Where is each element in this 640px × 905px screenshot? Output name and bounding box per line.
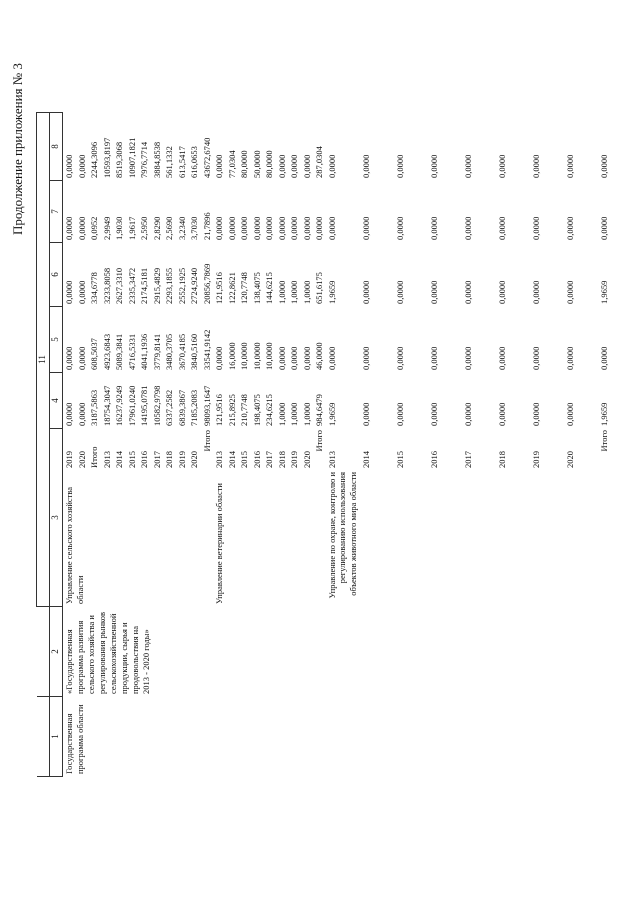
value-cell: 0,0000 [64, 280, 74, 304]
year-cell: 2015 [394, 451, 405, 468]
value-cell: 0,0000 [428, 154, 439, 178]
year-cell: 2013 [214, 451, 224, 468]
value-cell: 0,0000 [314, 216, 324, 240]
year-cell: 2014 [114, 451, 124, 468]
value-cell: 2,5950 [139, 216, 149, 240]
value-cell: 0,0000 [598, 216, 609, 240]
value-cell: 287,0304 [314, 146, 324, 178]
value-cell: 0,0000 [276, 154, 287, 178]
value-cell: 0,0000 [462, 154, 473, 178]
year-cell: 2013 [101, 451, 112, 468]
value-cell: 0,0000 [360, 346, 371, 370]
value-cell: 0,0000 [428, 280, 439, 304]
value-cell: 0,0000 [326, 216, 337, 240]
value-cell: 0,0000 [276, 346, 287, 370]
value-cell: 121,9516 [214, 394, 224, 426]
year-cell: 2018 [276, 451, 287, 468]
table-row [263, 112, 276, 776]
value-cell: 0,0000 [530, 346, 541, 370]
value-cell: 0,0000 [530, 154, 541, 178]
value-cell: 1,0000 [276, 280, 287, 304]
value-cell: 1,0000 [289, 402, 299, 426]
value-cell: 0,0000 [289, 346, 299, 370]
year-cell: 2017 [264, 451, 274, 468]
value-cell: 20856,7869 [201, 263, 212, 304]
value-cell: 0,0000 [564, 402, 575, 426]
value-cell: 10582,9798 [151, 385, 162, 426]
table-row [360, 112, 394, 776]
value-cell: 0,0000 [564, 280, 575, 304]
value-cell: 3884,8538 [151, 141, 162, 178]
year-cell: 2017 [151, 451, 162, 468]
header-col-8: 8 [50, 113, 63, 181]
header-table [36, 112, 63, 777]
year-cell: 2014 [226, 451, 237, 468]
value-cell: 5089,3841 [114, 333, 124, 370]
year-cell: 2019 [64, 451, 74, 468]
year-cell: 2019 [530, 451, 541, 468]
value-cell: 0,0000 [496, 346, 507, 370]
value-cell: 0,0000 [564, 216, 575, 240]
value-cell: 0,0000 [276, 216, 287, 240]
header-blank-2 [37, 607, 50, 697]
value-cell: 0,0000 [428, 216, 439, 240]
value-cell: 984,6479 [314, 394, 324, 426]
value-cell: 16237,9249 [114, 385, 124, 426]
value-cell: 234,6215 [264, 394, 274, 426]
value-cell: 3,7030 [189, 216, 199, 240]
value-cell: 0,0000 [251, 216, 262, 240]
value-cell: 1,9659 [326, 280, 337, 304]
value-cell: 0,0000 [496, 402, 507, 426]
header-col-5: 5 [50, 307, 63, 373]
value-cell: 0,0000 [428, 346, 439, 370]
value-cell: 1,0000 [301, 280, 312, 304]
appendix-caption: Продолжение приложения № 3 [10, 63, 25, 235]
value-cell: 8519,3068 [114, 141, 124, 178]
value-cell: 0,0000 [264, 216, 274, 240]
value-cell: 613,5417 [176, 146, 187, 178]
value-cell: 6839,3867 [176, 389, 187, 426]
year-cell: 2015 [126, 451, 137, 468]
value-cell: 0,0000 [76, 216, 87, 240]
value-cell: 10907,1821 [126, 137, 137, 178]
header-col-6: 6 [50, 243, 63, 307]
table-row [530, 112, 564, 776]
value-cell: 0,0000 [214, 154, 224, 178]
value-cell: 10,0000 [251, 342, 262, 370]
value-cell: 16,0000 [226, 342, 237, 370]
year-cell: 2014 [360, 451, 371, 468]
table-row [251, 112, 264, 776]
header-page-number: 11 [37, 113, 50, 607]
value-cell: 0,0000 [564, 154, 575, 178]
table-row [238, 112, 251, 776]
value-cell: 2,5690 [164, 216, 174, 240]
year-cell: Итого [89, 446, 99, 468]
executor-cell: Управление ветеринарии области [214, 483, 224, 604]
year-cell: 2016 [139, 451, 149, 468]
executor-cell: Управление по охране, контролю и регулированию использования объектов животного мира области [326, 472, 358, 599]
value-cell: 33541,9142 [201, 329, 212, 370]
header-col-7: 7 [50, 181, 63, 243]
value-cell: 0,0000 [360, 280, 371, 304]
value-cell: 144,6215 [264, 272, 274, 304]
value-cell: 0,0000 [64, 216, 74, 240]
value-cell: 0,0000 [326, 154, 337, 178]
value-cell: 10,0000 [239, 342, 249, 370]
value-cell: 14195,0781 [139, 385, 149, 426]
value-cell: 43672,6740 [201, 137, 212, 178]
value-cell: 0,0000 [64, 402, 74, 426]
value-cell: 120,7748 [239, 272, 249, 304]
header-col-2: 2 [50, 607, 63, 697]
value-cell: 0,0000 [301, 346, 312, 370]
value-cell: 2,9949 [101, 216, 112, 240]
value-cell: 651,6175 [314, 272, 324, 304]
value-cell: 0,0000 [462, 402, 473, 426]
value-cell: 50,0000 [251, 150, 262, 178]
value-cell: 1,0000 [301, 402, 312, 426]
value-cell: 1,9617 [126, 216, 137, 240]
value-cell: 0,0952 [89, 216, 99, 240]
value-cell: 0,0000 [428, 402, 439, 426]
table-row [598, 112, 632, 776]
value-cell: 0,0000 [394, 216, 405, 240]
value-cell: 4716,5331 [126, 333, 137, 370]
value-cell: 1,0000 [276, 402, 287, 426]
value-cell: 2724,9240 [189, 267, 199, 304]
value-cell: 122,8621 [226, 272, 237, 304]
year-cell: 2013 [326, 451, 337, 468]
value-cell: 0,0000 [360, 402, 371, 426]
value-cell: 0,0000 [360, 154, 371, 178]
value-cell: 80,0000 [239, 150, 249, 178]
spacer-cell [213, 606, 226, 696]
value-cell: 0,0000 [462, 346, 473, 370]
value-cell: 2335,3472 [126, 267, 137, 304]
value-cell: 0,0000 [301, 154, 312, 178]
year-cell: 2020 [189, 451, 199, 468]
value-cell: 0,0000 [462, 280, 473, 304]
value-cell: 0,0000 [564, 346, 575, 370]
table-row [428, 112, 462, 776]
value-cell: 0,0000 [214, 216, 224, 240]
value-cell: 2174,5181 [139, 267, 149, 304]
table-row [288, 112, 301, 776]
year-cell: 2020 [301, 451, 312, 468]
year-cell: 2018 [496, 451, 507, 468]
value-cell: 0,0000 [76, 402, 87, 426]
value-cell: 7185,2083 [189, 389, 199, 426]
value-cell: 0,0000 [530, 402, 541, 426]
header-col-1: 1 [50, 697, 63, 777]
program-type-cell: Государственная программа области [64, 704, 85, 774]
value-cell: 0,0000 [394, 280, 405, 304]
value-cell: 0,0000 [394, 346, 405, 370]
value-cell: 0,0000 [64, 154, 74, 178]
table-row [301, 112, 314, 776]
table-row [213, 112, 226, 776]
value-cell: 121,9516 [214, 272, 224, 304]
year-cell: 2015 [239, 451, 249, 468]
value-cell: 0,0000 [462, 216, 473, 240]
value-cell: 2293,1855 [164, 267, 174, 304]
value-cell: 0,0000 [239, 216, 249, 240]
data-table [63, 112, 632, 776]
value-cell: 0,0000 [76, 346, 87, 370]
value-cell: 1,0000 [289, 280, 299, 304]
value-cell: 3779,8141 [151, 333, 162, 370]
year-cell: 2020 [76, 451, 87, 468]
table-row [226, 112, 239, 776]
value-cell: 80,0000 [264, 150, 274, 178]
value-cell: 2,8290 [151, 216, 162, 240]
value-cell: 2627,3310 [114, 267, 124, 304]
total-label-cell: Итого [598, 430, 609, 452]
value-cell: 0,0000 [289, 216, 299, 240]
value-cell: 6337,2582 [164, 389, 174, 426]
value-cell: 0,0000 [496, 216, 507, 240]
value-cell: 0,0000 [76, 280, 87, 304]
value-cell: 1,9030 [114, 216, 124, 240]
table-row [313, 112, 326, 776]
value-cell: 0,0000 [289, 154, 299, 178]
program-name-cell: «Государственная программа развития сельского хозяйства и регулирования рынков сельскохозяйственной продукции, сырья и продовольствия на 2013 - 2020 годы» [64, 612, 151, 694]
value-cell: 0,0000 [326, 346, 337, 370]
executor-cell: Управление сельского хозяйства области [64, 486, 85, 604]
value-cell: 98093,1647 [201, 385, 212, 426]
value-cell: 2552,1925 [176, 267, 187, 304]
year-cell: 2020 [564, 451, 575, 468]
year-cell: 2016 [251, 451, 262, 468]
value-cell: 0,0000 [496, 280, 507, 304]
value-cell: 10,0000 [264, 342, 274, 370]
total-label-cell: Итого [314, 430, 324, 452]
year-cell: 2019 [289, 451, 299, 468]
value-cell: 2915,4829 [151, 267, 162, 304]
value-cell: 0,0000 [530, 216, 541, 240]
value-cell: 0,0000 [301, 216, 312, 240]
value-cell: 3480,3705 [164, 333, 174, 370]
value-cell: 17961,0240 [126, 385, 137, 426]
year-cell: 2019 [176, 451, 187, 468]
value-cell: 3840,5160 [189, 333, 199, 370]
value-cell: 3233,8058 [101, 267, 112, 304]
value-cell: 0,0000 [64, 346, 74, 370]
value-cell: 138,4075 [251, 272, 262, 304]
value-cell: 7976,7714 [139, 141, 149, 178]
year-cell: 2017 [462, 451, 473, 468]
value-cell: 0,0000 [76, 154, 87, 178]
value-cell: 2244,3096 [89, 141, 99, 178]
table-row [276, 112, 289, 776]
value-cell: 334,6778 [89, 272, 99, 304]
value-cell: 21,7896 [201, 212, 212, 240]
value-cell: 0,0000 [530, 280, 541, 304]
year-cell: 2016 [428, 451, 439, 468]
value-cell: 1,9659 [598, 402, 609, 426]
value-cell: 46,0000 [314, 342, 324, 370]
value-cell: 1,9659 [598, 280, 609, 304]
value-cell: 561,1332 [164, 146, 174, 178]
value-cell: 0,0000 [394, 154, 405, 178]
value-cell: 77,0304 [226, 150, 237, 178]
value-cell: 0,0000 [598, 154, 609, 178]
table-row [63, 112, 76, 776]
year-cell: 2018 [164, 451, 174, 468]
value-cell: 0,0000 [226, 216, 237, 240]
value-cell: 3187,5863 [89, 389, 99, 426]
value-cell: 198,4075 [251, 394, 262, 426]
value-cell: 608,5037 [89, 338, 99, 370]
table-row [462, 112, 496, 776]
value-cell: 1,9659 [326, 402, 337, 426]
value-cell: 3,2340 [176, 216, 187, 240]
total-label-cell: Итого [201, 430, 212, 452]
header-col-4: 4 [50, 373, 63, 429]
value-cell: 0,0000 [496, 154, 507, 178]
value-cell: 215,8925 [226, 394, 237, 426]
value-cell: 4923,6843 [101, 333, 112, 370]
table-row [326, 112, 360, 776]
table-row [394, 112, 428, 776]
value-cell: 210,7748 [239, 394, 249, 426]
spacer-cell [213, 696, 226, 776]
table-row [496, 112, 530, 776]
value-cell: 616,0653 [189, 146, 199, 178]
value-cell: 4041,1936 [139, 333, 149, 370]
value-cell: 3670,4185 [176, 333, 187, 370]
table-row [564, 112, 598, 776]
value-cell: 18754,3047 [101, 385, 112, 426]
value-cell: 10593,8197 [101, 137, 112, 178]
value-cell: 0,0000 [214, 346, 224, 370]
value-cell: 0,0000 [360, 216, 371, 240]
header-col-3: 3 [50, 429, 63, 607]
value-cell: 0,0000 [598, 346, 609, 370]
header-blank-1 [37, 697, 50, 777]
value-cell: 0,0000 [394, 402, 405, 426]
